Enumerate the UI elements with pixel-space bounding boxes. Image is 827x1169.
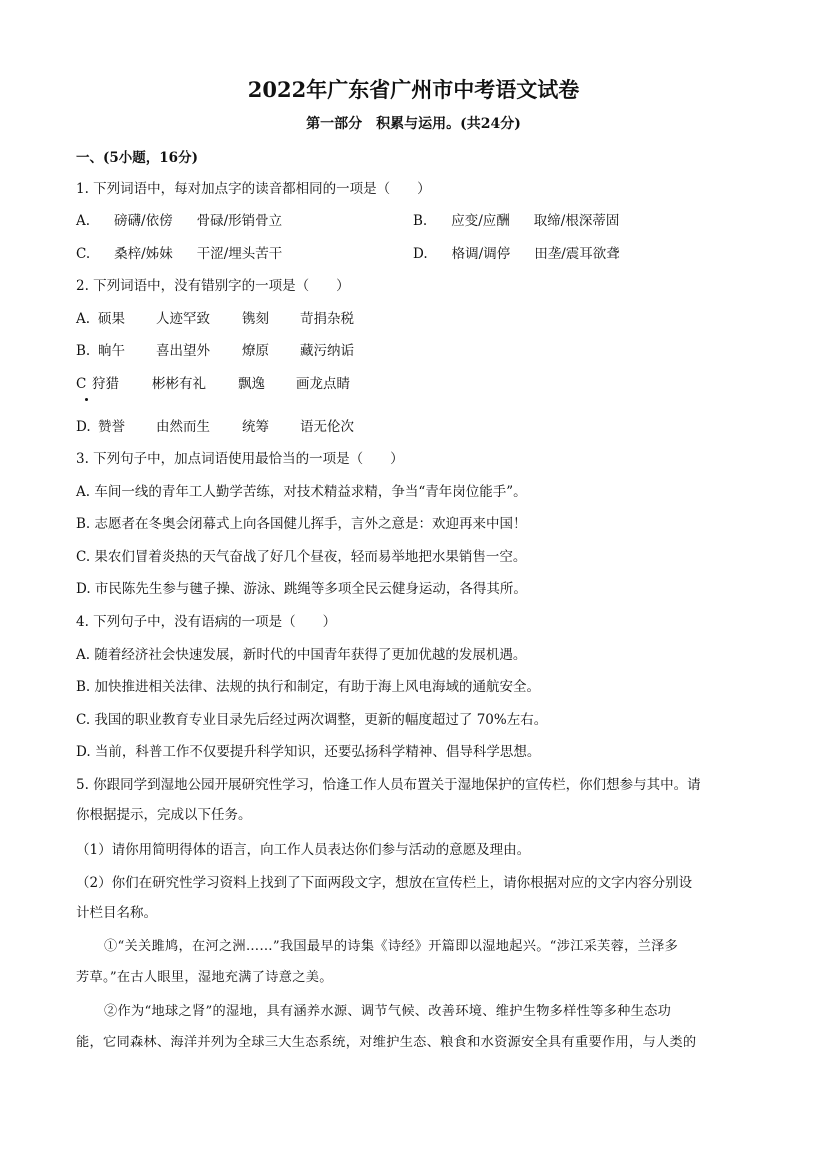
option-label: A. — [76, 311, 91, 327]
option-word: 硕果 — [98, 311, 125, 327]
q3-option-c: C. 果农们冒着炎热的天气奋战了好几个昼夜，轻而易举地把水果销售一空。 — [76, 549, 527, 565]
option-word: 藏污纳诟 — [300, 343, 354, 359]
option-word: 语无伦次 — [300, 419, 354, 435]
q4-stem: 4. 下列句子中，没有语病的一项是（ ） — [76, 614, 337, 630]
q5-task-1: （1）请你用简明得体的语言，向工作人员表达你们参与活动的意愿及理由。 — [76, 842, 531, 858]
option-word: 彬彬有礼 — [152, 376, 206, 392]
q2-option-c — [76, 374, 350, 394]
option-label: C. — [76, 246, 91, 262]
option-word: 赞誉 — [98, 419, 125, 435]
option-word: 镌刻 — [242, 311, 269, 327]
option-label: D. — [76, 419, 91, 435]
q5-passage-1-line2: 芳草。”在古人眼里，湿地充满了诗意之美。 — [76, 970, 333, 985]
q5-task-2-line2: 计栏目名称。 — [76, 905, 157, 921]
option-word: 喜出望外 — [156, 343, 210, 359]
option-word: 燎原 — [242, 343, 269, 359]
q3-option-d: D. 市民陈先生参与毽子操、游泳、跳绳等多项全民云健身运动，各得其所。 — [76, 581, 527, 597]
option-word: 田垄/震耳欲聋 — [534, 246, 620, 262]
q1-option-d — [413, 244, 620, 264]
q2-option-d — [76, 417, 354, 437]
section-heading: 一、(5小题，16分) — [76, 150, 198, 166]
q4-option-a: A. 随着经济社会快速发展，新时代的中国青年获得了更加优越的发展机遇。 — [76, 647, 527, 663]
q4-option-c: C. 我国的职业教育专业目录先后经过两次调整，更新的幅度超过了 70%左右。 — [76, 712, 548, 728]
q4-option-d: D. 当前，科普工作不仅要提升科学知识，还要弘扬科学精神、倡导科学思想。 — [76, 744, 541, 760]
option-label: C — [76, 376, 87, 392]
option-word: 磅礴/依傍 — [114, 213, 173, 229]
q2-stem: 2. 下列词语中，没有错别字的一项是（ ） — [76, 278, 350, 294]
q3-stem: 3. 下列句子中，加点词语使用最恰当的一项是（ ） — [76, 451, 404, 467]
option-word: 桑梓/姊妹 — [114, 246, 173, 262]
q5-task-2-line1: （2）你们在研究性学习资料上找到了下面两段文字，想放在宣传栏上，请你根据对应的文字内容分别设 — [76, 875, 693, 891]
q2-option-a — [76, 309, 354, 329]
q1-option-a — [76, 211, 282, 231]
q1-stem: 1. 下列词语中，每对加点字的读音都相同的一项是（ ） — [76, 181, 431, 197]
stray-mark — [85, 398, 88, 401]
option-word: 晌午 — [98, 343, 125, 359]
q5-passage-2-line2: 能，它同森林、海洋并列为全球三大生态系统，对维护生态、粮食和水资源安全具有重要作用，与人类的 — [76, 1035, 697, 1050]
option-word: 人迹罕致 — [156, 311, 210, 327]
q5-stem-line2: 你根据提示，完成以下任务。 — [76, 807, 252, 823]
option-word: 骨碌/形销骨立 — [196, 213, 283, 229]
option-word: 取缔/根深蒂固 — [533, 213, 620, 229]
q3-option-b: B. 志愿者在冬奥会闭幕式上向各国健儿挥手，言外之意是：欢迎再来中国！ — [76, 516, 527, 532]
q4-option-b: B. 加快推进相关法律、法规的执行和制定，有助于海上风电海域的通航安全。 — [76, 679, 541, 695]
option-word: 干涩/埋头苦干 — [196, 246, 283, 262]
option-label: B. — [76, 343, 91, 359]
option-label: A. — [76, 213, 91, 229]
option-word: 画龙点睛 — [296, 376, 350, 392]
q5-passage-1-line1: ①“关关雎鸠，在河之洲……”我国最早的诗集《诗经》开篇即以湿地起兴。“涉江采芙蓉，兰泽多 — [104, 939, 679, 954]
part-subtitle: 第一部分 积累与运用。(共24分) — [306, 116, 521, 132]
page-title: 2022年广东省广州市中考语文试卷 — [247, 77, 580, 102]
option-label: D. — [413, 246, 428, 262]
q5-passage-2-line1: ②作为“地球之肾”的湿地，具有涵养水源、调节气候、改善环境、维护生物多样性等多种生态功 — [104, 1004, 672, 1019]
option-word: 苛捐杂税 — [300, 311, 354, 327]
option-word: 应变/应酬 — [451, 213, 510, 229]
option-word: 统筹 — [242, 419, 269, 435]
q3-option-a: A. 车间一线的青年工人勤学苦练，对技术精益求精，争当“青年岗位能手”。 — [76, 484, 527, 500]
option-label: B. — [413, 213, 428, 229]
q1-option-b — [413, 211, 619, 231]
option-word: 由然而生 — [156, 419, 210, 435]
option-word: 狩猎 — [92, 376, 119, 392]
q5-stem-line1: 5. 你跟同学到湿地公园开展研究性学习，恰逢工作人员布置关于湿地保护的宣传栏，你们想参与其中。请 — [76, 777, 701, 793]
option-word: 格调/调停 — [451, 246, 511, 262]
q1-option-c — [76, 244, 282, 264]
q2-option-b — [76, 341, 354, 361]
option-word: 飘逸 — [238, 376, 265, 392]
